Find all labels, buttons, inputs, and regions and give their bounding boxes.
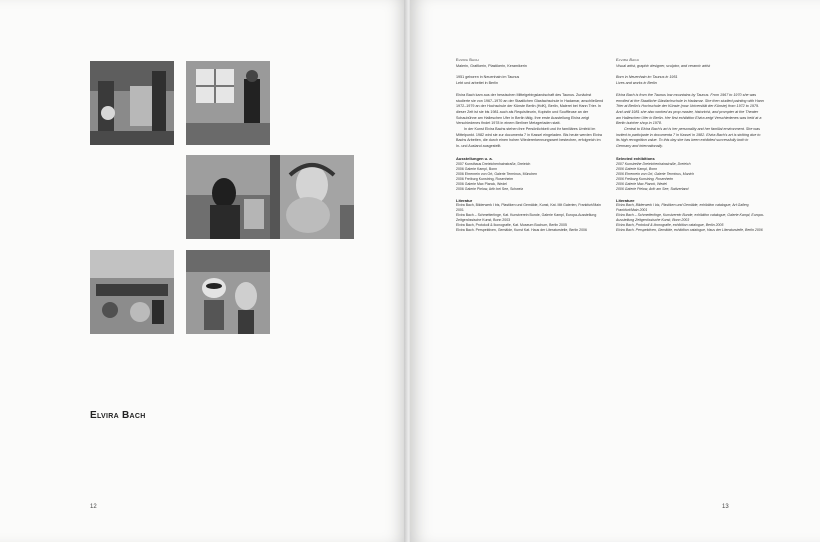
bio-paragraph-2-de: In der Kunst Elvira Bachs stehen ihre Persönlichkeit und ihr familiäres Umfeld im Mittelpunkt. 1982 wird sie zur documenta 7 in Kassel eingeladen. Bis heute werden Elvira Bachs Arbeiten, die durch einen hohen Wiedererkennungswert bestechen, erfolgreich im In- und Ausland ausgestellt. bbox=[456, 127, 602, 149]
exhibition-item: 2006 Galerie Pielow, Arth am See, Switzerland bbox=[616, 186, 689, 191]
exhibition-item: 2006 Ehrenrein von Ort, Galerie Terminus, Munich bbox=[616, 171, 695, 176]
birth-en: Born in Neuenhain im Taunus in 1951 bbox=[616, 75, 678, 80]
english-column bbox=[616, 58, 764, 233]
exhibitions-heading-de: Ausstellungen u. a. bbox=[456, 155, 493, 161]
bio-paragraph-1-de: Elvira Bach kam aus der hessischen Mittelgebirgslandschaft des Taunus. Zunächst studierte sie von 1967–1970 an der Staatlichen Glasfachschule in Hadamar, anschließend 1972–1979 an der Hochschule der Künste Berlin (HdK), Berlin, Malerei bei Hann Trier. In dieser Zeit ist sie bis 1981 auch als Requisiteurin, Kopistin und Souffleuse an der Schaubühne am Halleschen Ufer in Berlin tätig. Ihre erste Ausstellung Elvira zeigt Verschiedenes findet 1978 in einem Berliner Metzgerladen statt. bbox=[456, 92, 604, 126]
photo-painting-closeup bbox=[270, 155, 354, 239]
page-number-right: 13 bbox=[722, 504, 729, 510]
literature-item: Elvira Bach. Perspektiven, Gemälde, exhibition catalogue, Haus der Literaturstelle, Berlin 2006 bbox=[616, 228, 763, 233]
literature-item: Elvira Bach, Bilderwerk I bis, Plastiken und Gemälde, Kunst, Kat. Mit Galerien, Frankfurt/Main 2001 bbox=[456, 203, 601, 213]
literature-item: Elvira Bach. Perspektiven, Gemälde, Kunst Kat. Haus der Literaturstelle, Berlin 2006 bbox=[456, 228, 587, 233]
exhibition-item: 2006 Freiburg Kunstring, Rosenheim bbox=[456, 176, 514, 181]
literature-item: Elvira Bach, Bilderwerk I bis, Plastiken und Gemälde, exhibition catalogue, Art Gallery, Frankfurt/Main 2001 bbox=[616, 203, 750, 213]
exhibition-item: 2007 Kunstreihe Dreieichenhainstraße, Dreieich bbox=[616, 161, 691, 166]
exhibition-item: 2006 Freiburg Kunstring, Rosenheim bbox=[616, 176, 674, 181]
roles-en: Visual artist, graphic designer, sculptor, and ceramic artist bbox=[616, 63, 711, 68]
artist-name-en: Elvira Bach bbox=[616, 58, 639, 62]
exhibition-item: 2006 Galerie Kampl, Bonn bbox=[616, 166, 658, 171]
left-page bbox=[0, 0, 408, 542]
birth-de: 1951 geboren in Neuenhain im Taunus bbox=[456, 75, 520, 80]
lives-de: Lebt und arbeitet in Berlin bbox=[456, 81, 499, 86]
roles-de: Malerin, Grafikerin, Plastikerin, Keramikerin bbox=[456, 63, 527, 68]
bio-paragraph-2-en: Central to Elvira Bach's art is her personality and her familial environment. She was invited to participate in documenta 7 in Kassel in 1982. Elvira Bach's art is striking due to its high recognition value. To this day she has been exhibited successfully both in Germany and internationally. bbox=[616, 127, 761, 149]
literature-item: Elvira Bach, Protokoll & Ikonografie, exhibition catalogue, Berlin 2005 bbox=[616, 223, 724, 228]
exhibitions-heading-en: Selected exhibitions bbox=[616, 155, 655, 161]
exhibition-item: 2006 Galerie Max Planck, Wedel bbox=[616, 181, 667, 186]
exhibition-item: 2007 Kunsthaus Dreieichenhainstraße, Dreieich bbox=[456, 161, 531, 166]
literature-heading-en: Literature bbox=[616, 197, 635, 203]
photo-studio-figures bbox=[90, 61, 174, 145]
photo-sculptures bbox=[186, 250, 270, 334]
literature-item: Elvira Bach – Schmetterlinge, Kat. Kunstverein Bunde, Galerie Kampl, Europa-Ausstellung Zeitgenössische Kunst, Bonn 2003 bbox=[456, 213, 597, 223]
lives-en: Lives and works in Berlin bbox=[616, 81, 657, 86]
exhibition-item: 2006 Ehrenrein von Ort, Galerie Terminus, München bbox=[456, 171, 538, 176]
exhibition-item: 2006 Galerie Max Planck, Wedel bbox=[456, 181, 507, 186]
artist-name-heading: Elvira Bach bbox=[90, 410, 146, 421]
exhibition-item: 2006 Galerie Pielow, Arth bei See, Schweiz bbox=[456, 186, 524, 191]
page-number-left: 12 bbox=[90, 504, 97, 510]
right-page bbox=[410, 0, 820, 542]
literature-heading-de: Literatur bbox=[456, 197, 473, 203]
photo-studio-table bbox=[90, 250, 174, 334]
artist-name-de: Elvira Bach bbox=[456, 58, 479, 62]
photo-artist-window bbox=[186, 61, 270, 145]
german-column bbox=[456, 58, 604, 233]
literature-item: Elvira Bach, Protokoll & Ikonografie, Kat. Museum Bochum, Berlin 2005 bbox=[456, 223, 567, 228]
exhibition-item: 2006 Galerie Kampl, Bonn bbox=[456, 166, 498, 171]
photo-artist-portrait bbox=[186, 155, 270, 239]
literature-item: Elvira Bach – Schmetterlinge, Kunstverein Bunde, exhibition catalogue, Galerie Kampl, Europa-Ausstellung Zeitgenössische Kunst, Bonn 2003 bbox=[616, 213, 764, 223]
bio-paragraph-1-en: Elvira Bach is from the Taunus low mountains by Taunus. From 1967 to 1970 she was enrolled at the Staatliche Glasfachschule in Hadamar. She then studied painting with Hann Trier at Berlin's Hochschule der Künste (now Universität der Künste) from 1972 to 1979. And until 1981 she also worked as prop master, historicist, and prompter at the Theater am Halleschen Ufer in Berlin. Her first exhibition Elvira zeigt Verschiedenes was held at a Berlin butcher shop in 1978. bbox=[616, 92, 764, 126]
